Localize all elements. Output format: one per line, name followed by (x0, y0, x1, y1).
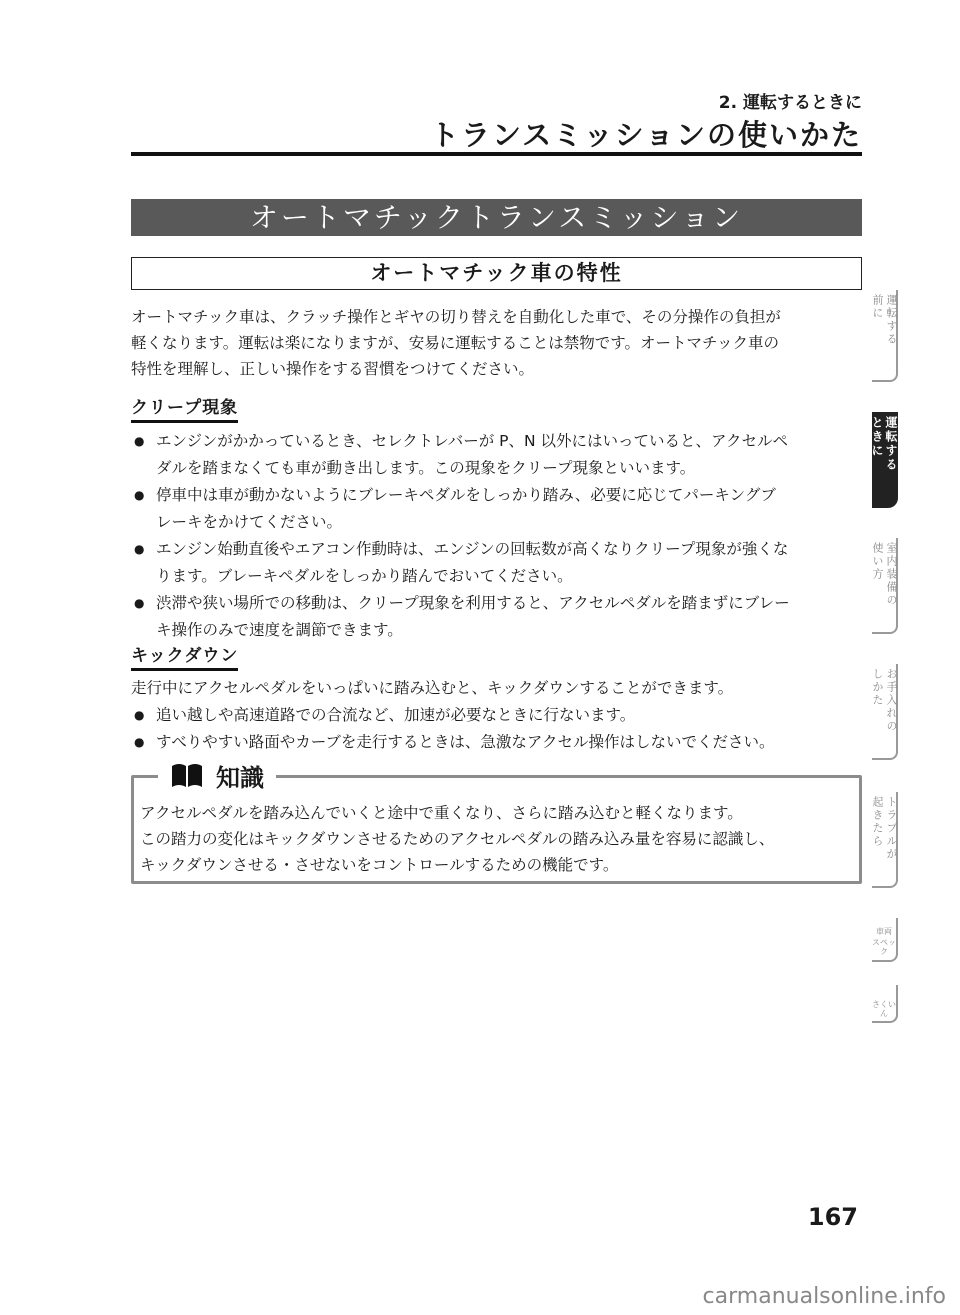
list-item: ● エンジンがかかっているとき、セレクトレバーが P、N 以外にはいっていると、アクセルペ ダルを踏まなくても車が動き出します。この現象をクリープ現象といいます。 (131, 428, 866, 482)
page-number: 167 (807, 1203, 858, 1231)
intro-line: オートマチック車は、クラッチ操作とギヤの切り替えを自動化した車で、その分操作の負担が (131, 308, 781, 326)
kickdown-text: 走行中にアクセルペダルをいっぱいに踏み込むと、キックダウンすることができます。 (131, 679, 734, 697)
title-rule (131, 152, 862, 156)
list-item: ● 渋滞や狭い場所での移動は、クリープ現象を利用すると、アクセルペダルを踏まずにブレー キ操作のみで速度を調節できます。 (131, 590, 866, 644)
intro-line: 軽くなります。運転は楽になりますが、安易に運転することは禁物です。オートマチック車の (131, 334, 780, 352)
chapter-title: トランスミッションの使いかた (430, 118, 862, 152)
creep-bullet-list (131, 428, 866, 644)
knowledge-line: キックダウンさせる・させないをコントロールするための機能です。 (140, 856, 619, 874)
list-item: ● 追い越しや高速道路での合流など、加速が必要なときに行ないます。 (131, 702, 866, 729)
section-banner: オートマチックトランスミッション (131, 199, 862, 236)
side-tab-interior-equipment[interactable]: 室内装備の 使い方 (872, 538, 898, 634)
side-tab-specifications[interactable]: 車両 スペック (872, 918, 898, 962)
knowledge-text (140, 800, 774, 878)
intro-line: 特性を理解し、正しい操作をする習慣をつけてください。 (131, 360, 535, 378)
book-icon (170, 761, 204, 789)
knowledge-line: この踏力の変化はキックダウンさせるためのアクセルペダルの踏み込み量を容易に認識し、 (140, 830, 775, 848)
section-subtitle: 2. 運転するときに (718, 93, 862, 113)
knowledge-label (158, 757, 276, 793)
kickdown-bullet-list (131, 702, 866, 756)
intro-paragraph (131, 304, 866, 382)
side-tab-maintenance[interactable]: お手入れの しかた (872, 664, 898, 760)
side-tab-while-driving[interactable]: 運転する ときに (872, 412, 898, 508)
list-item: ● エンジン始動直後やエアコン作動時は、エンジンの回転数が高くなりクリープ現象が強くな ります。ブレーキペダルをしっかり踏んでおいてください。 (131, 536, 866, 590)
knowledge-line: アクセルペダルを踏み込んでいくと途中で重くなり、さらに踏み込むと軽くなります。 (140, 804, 743, 822)
box-heading: オートマチック車の特性 (131, 257, 862, 290)
kickdown-heading: キックダウン (131, 641, 238, 671)
watermark: carmanualsonline.info (702, 1284, 946, 1309)
side-tab-index[interactable]: さくいん (872, 985, 898, 1023)
knowledge-title: 知識 (216, 763, 264, 792)
creep-heading: クリープ現象 (131, 393, 238, 423)
side-tab-troubleshooting[interactable]: トラブルが 起きたら (872, 792, 898, 888)
list-item: ● 停車中は車が動かないようにブレーキペダルをしっかり踏み、必要に応じてパーキングブ レーキをかけてください。 (131, 482, 866, 536)
side-tab-before-driving[interactable]: 運転する 前に (872, 290, 898, 382)
list-item: ● すべりやすい路面やカーブを走行するときは、急激なアクセル操作はしないでください。 (131, 729, 866, 756)
